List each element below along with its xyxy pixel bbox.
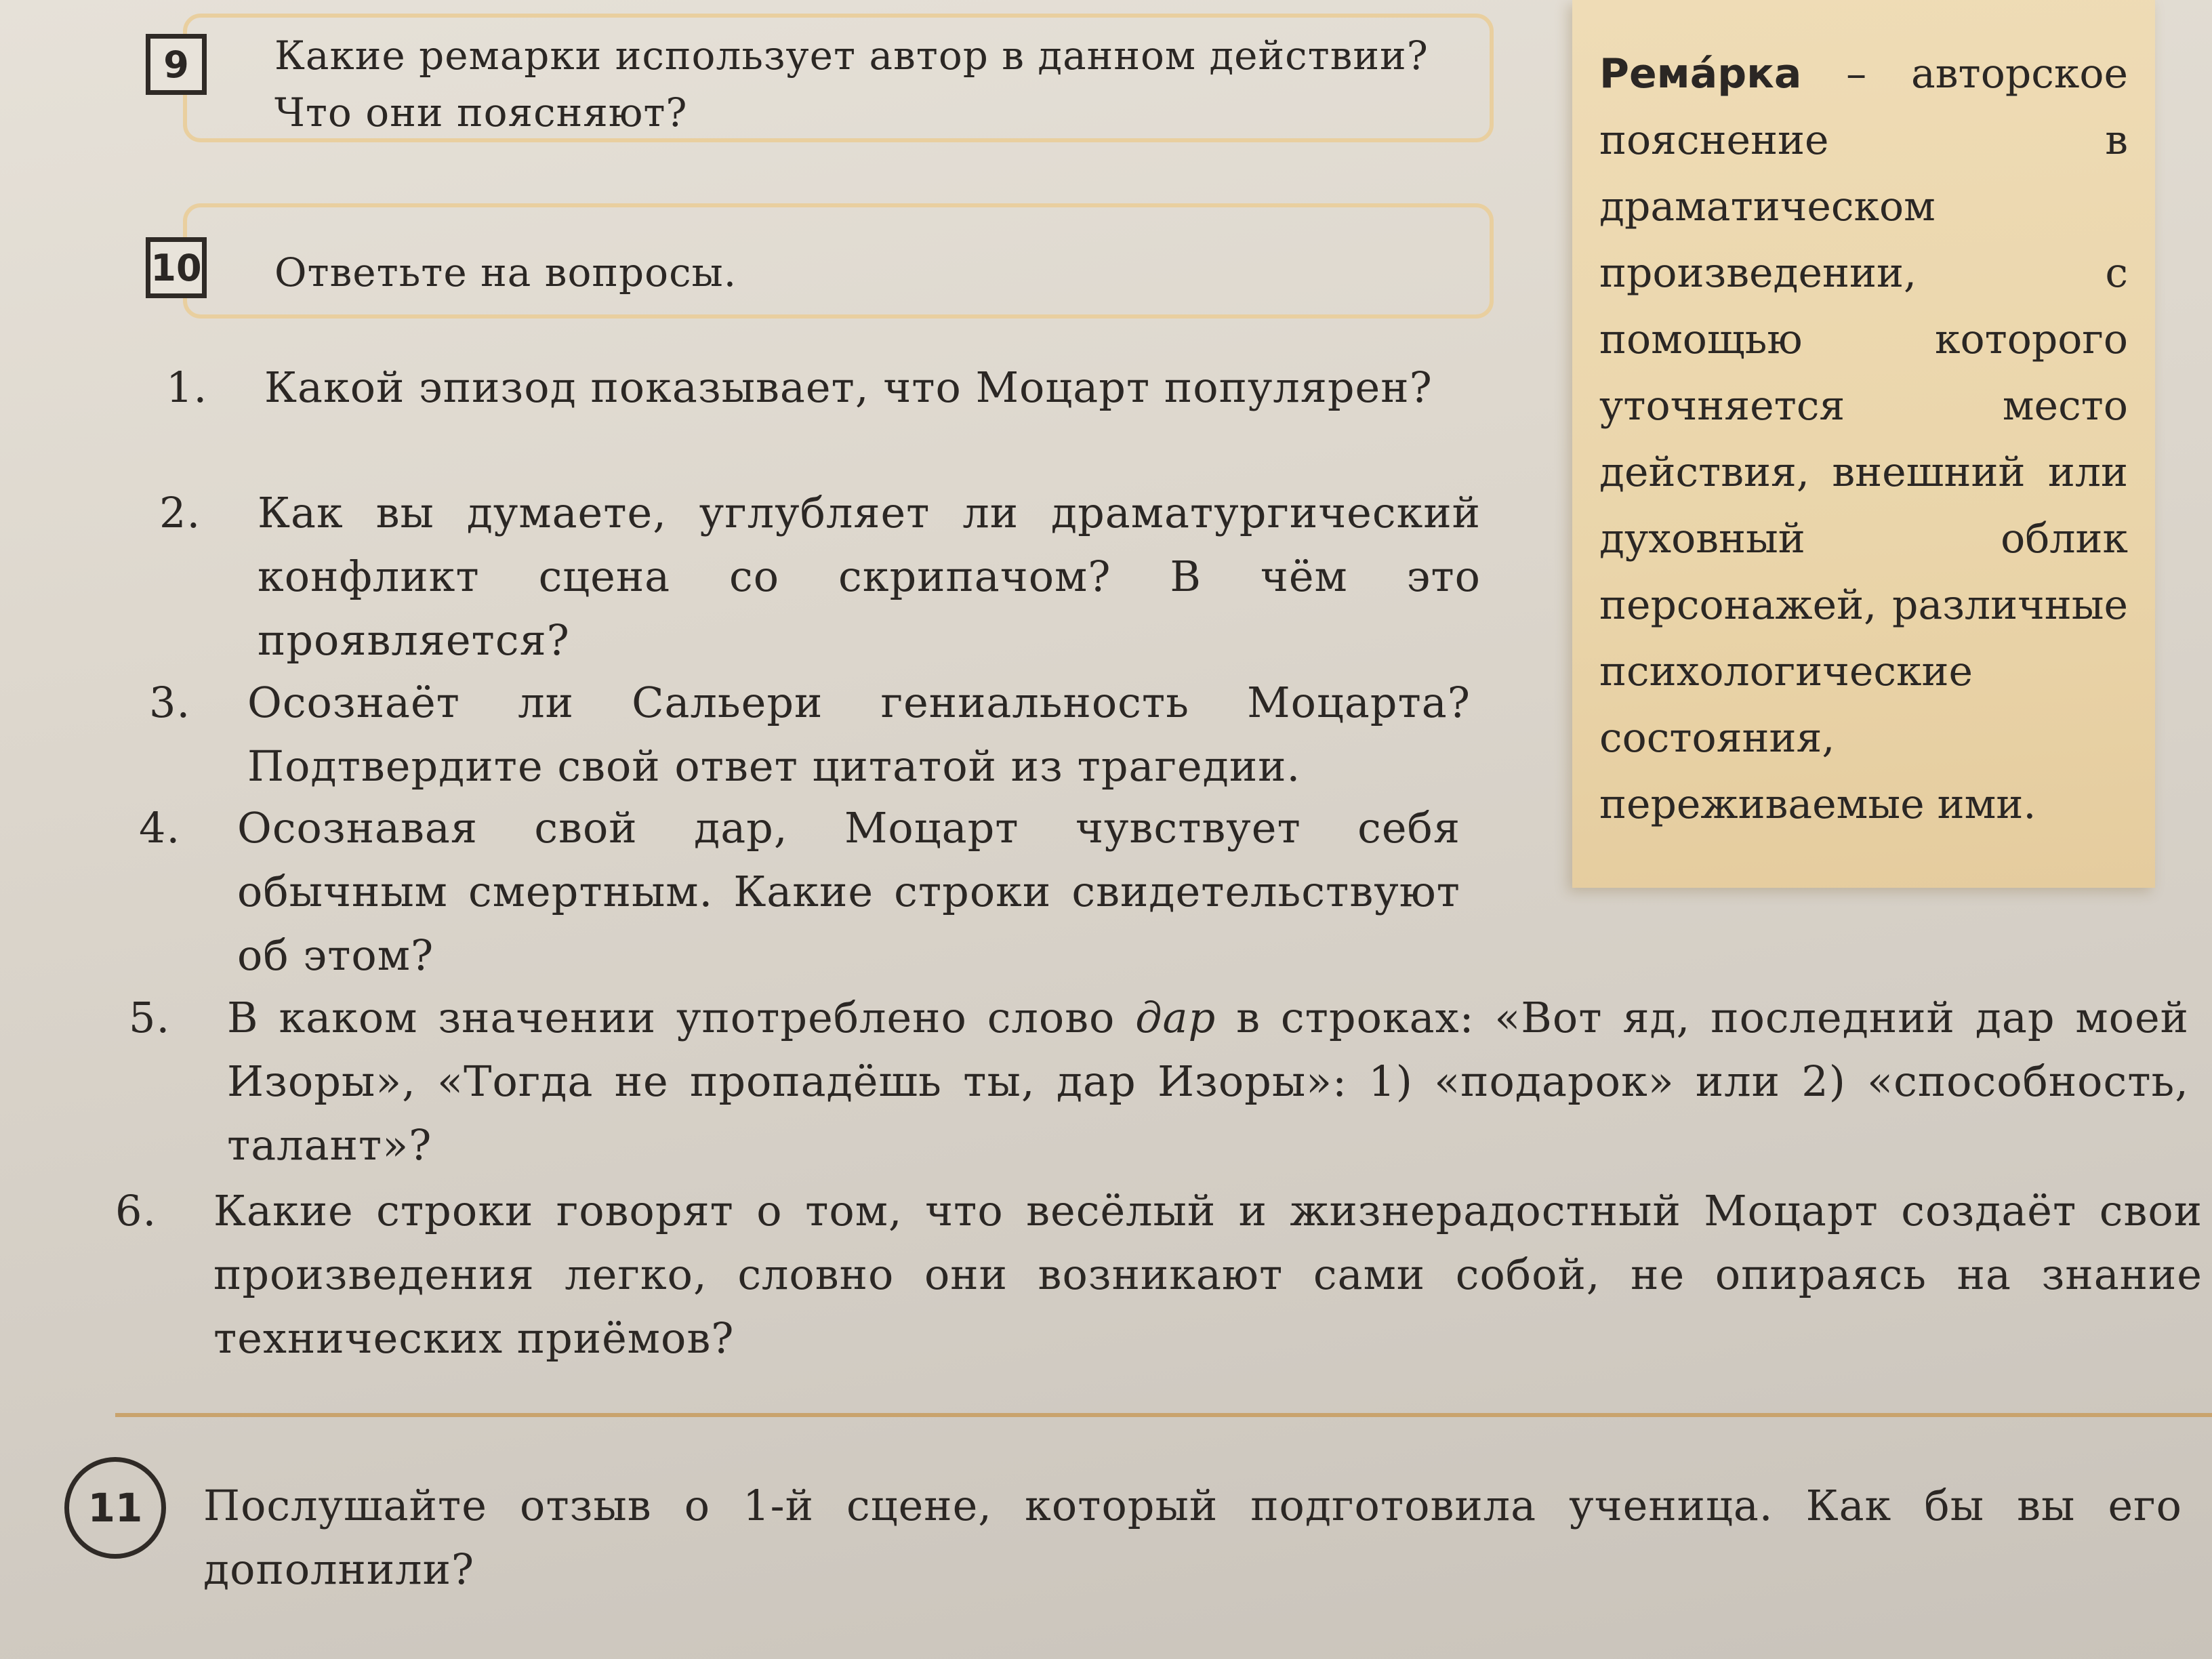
task-11-number: 11 — [87, 1485, 143, 1531]
question-4-text: Осознавая свой дар, Моцарт чувствует себя обычным смертным. Какие строки свидетельствуют об этом? — [237, 803, 1460, 980]
question-1 — [166, 356, 1488, 419]
task-10-number-box — [146, 237, 207, 298]
question-3 — [149, 671, 1471, 798]
question-2 — [159, 481, 1481, 672]
question-5-text-after: в строках: «Вот яд, последний дар моей Изоры», «Тогда не пропадёшь ты, дар Изоры»: 1) «подарок» или 2) «способность, талант»? — [227, 993, 2189, 1170]
question-5-text-before: В каком значении употреблено слово — [227, 993, 1136, 1042]
definition-body: – авторское пояснение в драматическом произведении, с помощью которого уточняется место действия, внешний или духовный облик персонажей, различные психологические состояния, переживаемые ими. — [1599, 50, 2128, 828]
task-11-number-circle — [64, 1457, 166, 1559]
question-1-number: 1. — [166, 363, 208, 412]
task-11-text-body: Послушайте отзыв о 1-й сцене, который подготовила ученица. Как бы вы его дополнили? — [203, 1481, 2182, 1594]
definition-term: Ремáрка — [1599, 50, 1802, 98]
question-4-number: 4. — [139, 803, 181, 853]
question-2-text: Как вы думаете, углубляет ли драматургический конфликт сцена со скрипачом? В чём это проявляется? — [258, 488, 1481, 665]
task-10-text: Ответьте на вопросы. — [274, 249, 737, 295]
question-5-number: 5. — [129, 993, 171, 1042]
question-3-text: Осознаёт ли Сальери гениальность Моцарта? Подтвердите свой ответ цитатой из трагедии. — [247, 678, 1471, 791]
question-6-number: 6. — [115, 1186, 157, 1235]
question-1-text: Какой эпизод показывает, что Моцарт популярен? — [264, 363, 1433, 412]
question-5-italic-word: дар — [1135, 993, 1216, 1042]
question-2-number: 2. — [159, 488, 201, 537]
definition-text — [1599, 41, 2128, 838]
task-11-text — [203, 1474, 2182, 1601]
task-9-number-box — [146, 34, 207, 95]
question-5 — [129, 986, 2189, 1177]
question-6-text: Какие строки говорят о том, что весёлый и жизнерадостный Моцарт создаёт свои произведения легко, словно они возникают сами собой, не опираясь на знание технических приёмов? — [213, 1186, 2203, 1363]
question-4 — [139, 796, 1460, 987]
question-6 — [115, 1179, 2203, 1370]
question-5-text — [227, 986, 2189, 1177]
question-3-number: 3. — [149, 678, 191, 727]
task-10-number: 10 — [150, 246, 202, 289]
task-9-text: Какие ремарки использует автор в данном действии? Что они поясняют? — [274, 33, 1429, 136]
task-9-number: 9 — [163, 43, 189, 86]
